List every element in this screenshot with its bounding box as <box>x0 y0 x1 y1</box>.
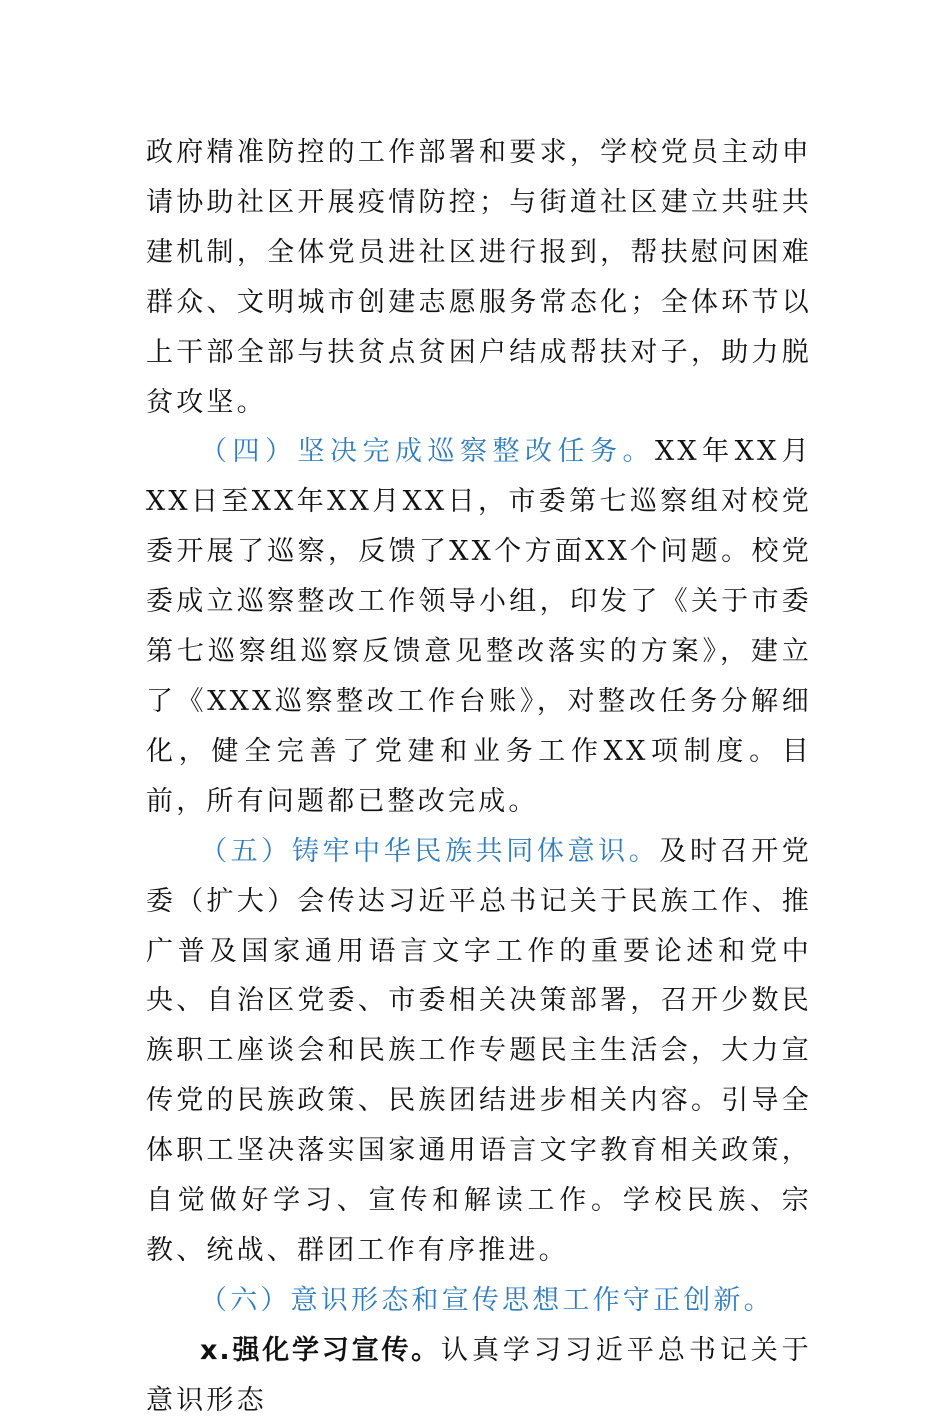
paragraph-subsection-x <box>146 1326 812 1426</box>
section-heading-6: （六）意识形态和宣传思想工作守正创新。 <box>200 1284 774 1316</box>
paragraph-section-5 <box>146 827 812 1276</box>
paragraph-section-6 <box>146 1276 812 1326</box>
paragraph-text: XX年XX月XX日至XX年XX月XX日，市委第七巡察组对校党委开展了巡察，反馈了XX个方面XX个问题。校党委成立巡察整改工作领导小组，印发了《关于市委第七巡察组巡察反馈意见整改落实的方案》，建立了《XXX巡察整改工作台账》，对整改任务分解细化，健全完善了党建和业务工作XX项制度。目前，所有问题都已整改完成。 <box>146 436 812 817</box>
section-heading-5: （五）铸牢中华民族共同体意识。 <box>200 835 660 867</box>
section-heading-4: （四）坚决完成巡察整改任务。 <box>200 436 655 468</box>
document-body <box>146 128 812 1426</box>
paragraph-text: 认真学习习近平总书记关于意识形态 <box>146 1334 812 1416</box>
paragraph-section-4 <box>146 427 812 826</box>
paragraph-text: 及时召开党委（扩大）会传达习近平总书记关于民族工作、推广普及国家通用语言文字工作的重要论述和党中央、自治区党委、市委相关决策部署，召开少数民族职工座谈会和民族工作专题民主生活会，大力宣传党的民族政策、民族团结进步相关内容。引导全体职工坚决落实国家通用语言文字教育相关政策，自觉做好学习、宣传和解读工作。学校民族、宗教、统战、群团工作有序推进。 <box>146 835 813 1266</box>
subsection-heading: x.强化学习宣传。 <box>200 1334 441 1366</box>
paragraph-continuation <box>146 128 812 427</box>
paragraph-text: 政府精准防控的工作部署和要求，学校党员主动申请协助社区开展疫情防控；与街道社区建立共驻共建机制，全体党员进社区进行报到，帮扶慰问困难群众、文明城市创建志愿服务常态化；全体环节以上干部全部与扶贫点贫困户结成帮扶对子，助力脱贫攻坚。 <box>146 137 812 418</box>
